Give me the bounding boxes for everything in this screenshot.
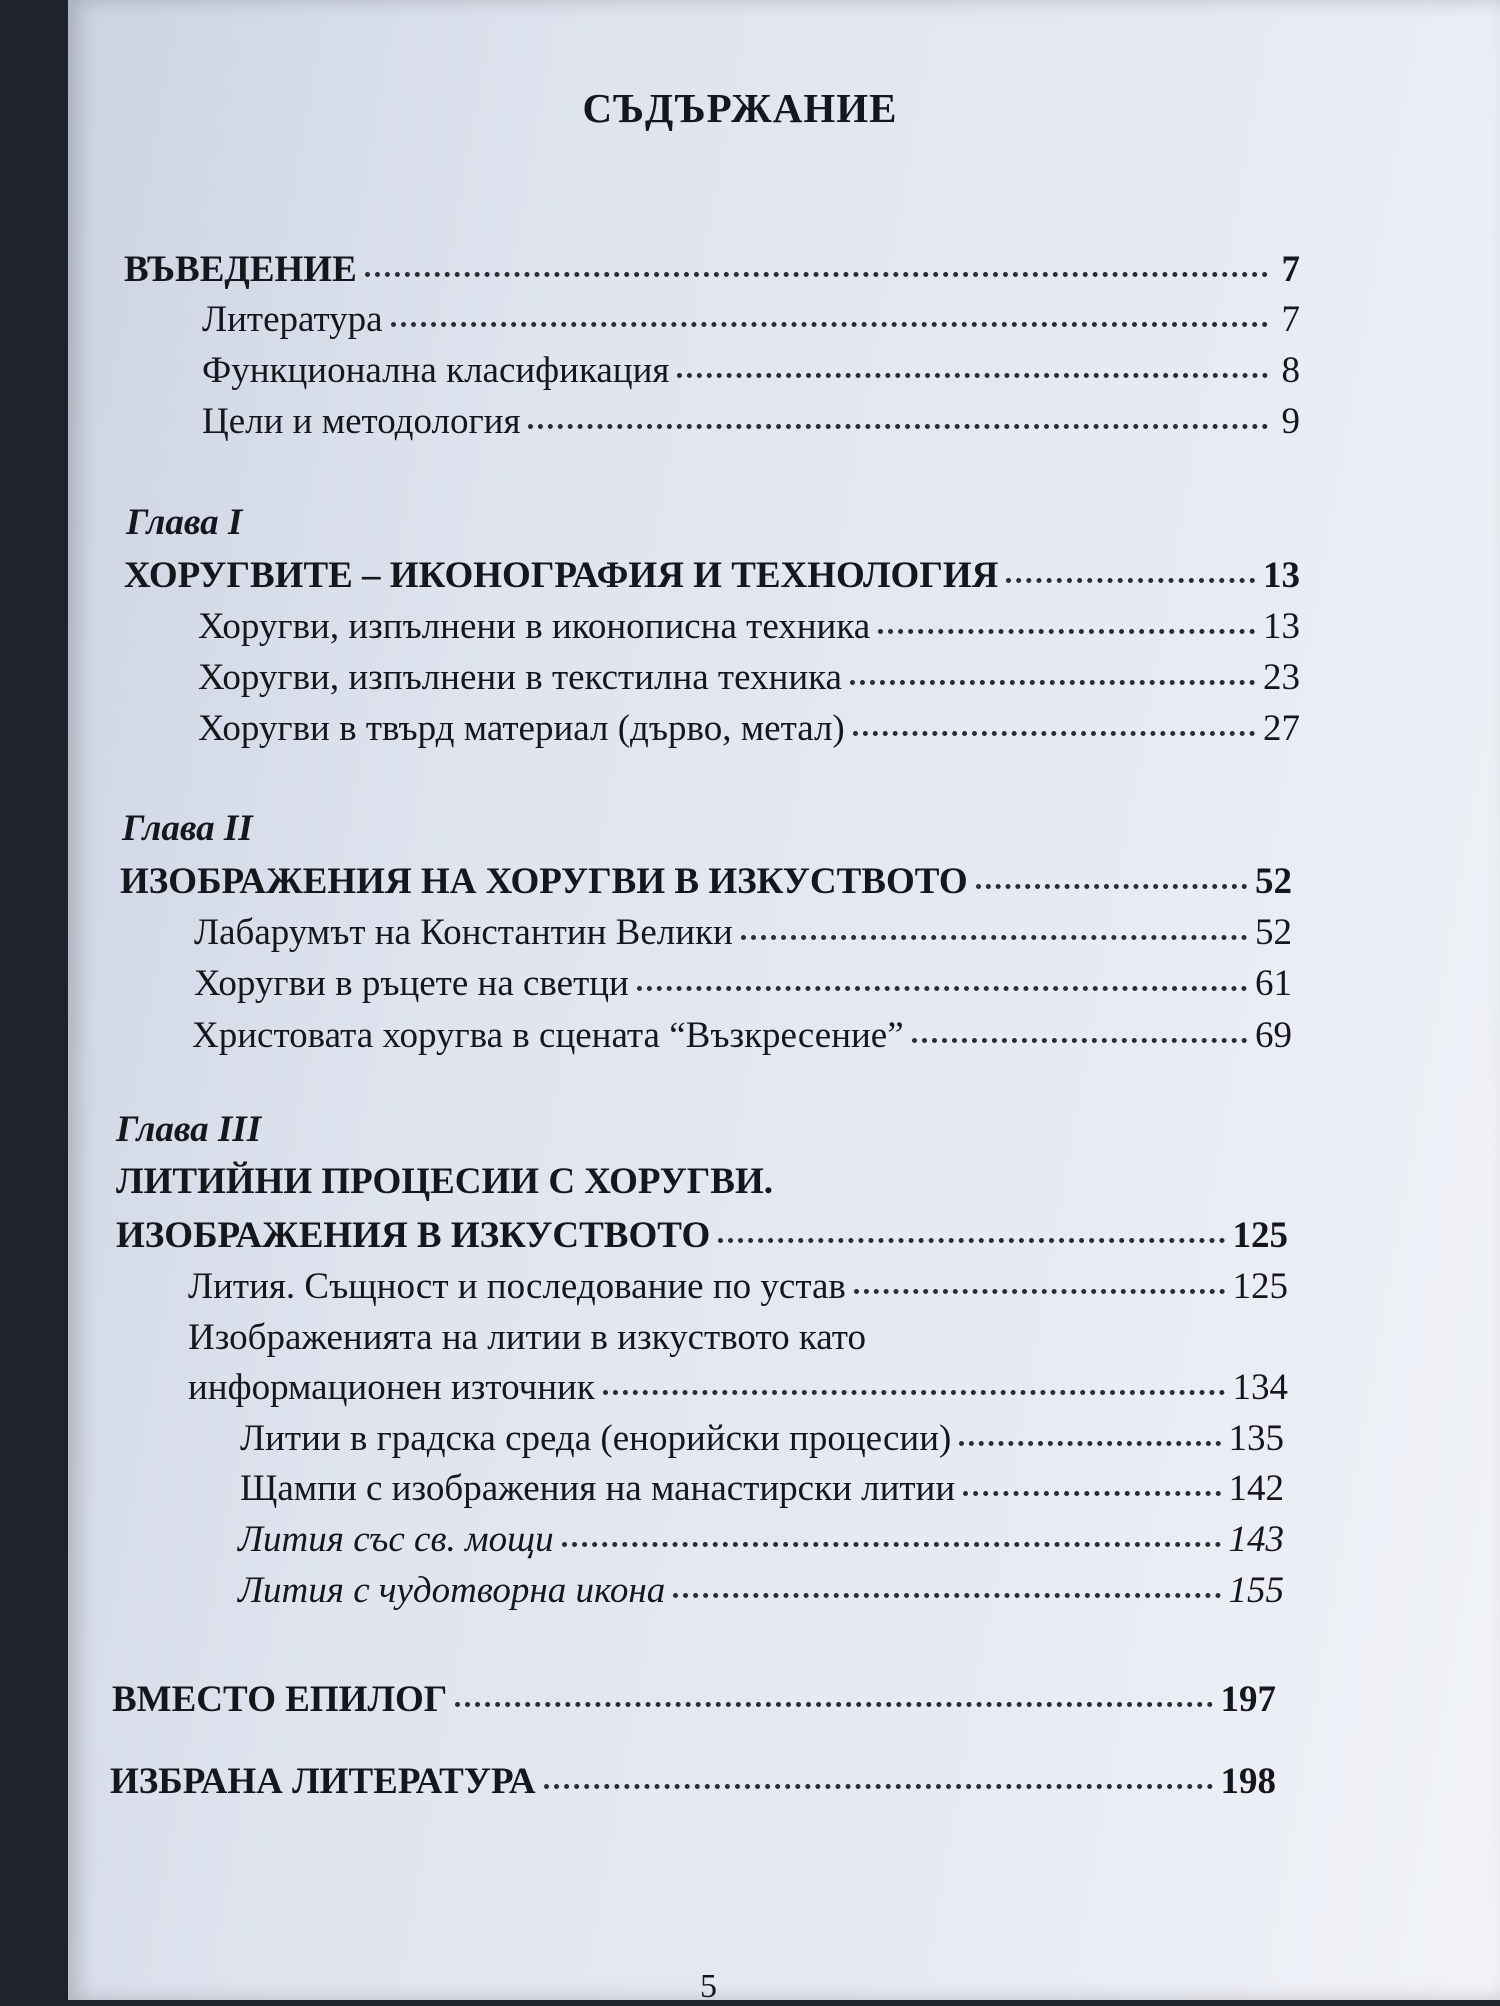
- dot-leader: [677, 373, 1268, 378]
- toc-entry-page: 155: [1228, 1570, 1284, 1611]
- toc-entry-page: 27: [1263, 708, 1300, 749]
- toc-entry-label: Хоругви, изпълнени в текстилна техника: [198, 657, 842, 698]
- toc-entry: [198, 607, 1300, 648]
- toc-entry-label: Хоругви в ръцете на светци: [194, 963, 629, 1004]
- dot-leader: [912, 1038, 1247, 1043]
- chapter-heading: Глава III: [116, 1109, 262, 1150]
- toc-entry-label: Щампи с изображения на манастирски литии: [240, 1468, 956, 1509]
- dot-leader: [673, 1593, 1220, 1598]
- toc-entry-label: ХОРУГВИТЕ – ИКОНОГРАФИЯ И ТЕХНОЛОГИЯ: [124, 555, 999, 596]
- toc-entry-label: Лития с чудотворна икона: [238, 1570, 666, 1611]
- dot-leader: [718, 1238, 1224, 1243]
- dot-leader: [963, 1491, 1220, 1496]
- toc-entry-page: 9: [1281, 401, 1300, 442]
- dot-leader: [365, 272, 1268, 277]
- toc-entry-page: 69: [1255, 1015, 1292, 1056]
- toc-entry-label: ИЗОБРАЖЕНИЯ В ИЗКУСТВОТО: [116, 1215, 711, 1256]
- toc-entry: [240, 1419, 1284, 1460]
- dot-leader: [741, 935, 1247, 940]
- toc-entry: [240, 1469, 1284, 1510]
- toc-entry-page: 13: [1263, 606, 1300, 647]
- toc-entry: [192, 1016, 1292, 1057]
- dot-leader: [544, 1784, 1213, 1789]
- dot-leader: [959, 1441, 1220, 1446]
- toc-entry-label: ИЗОБРАЖЕНИЯ НА ХОРУГВИ В ИЗКУСТВОТО: [120, 861, 968, 902]
- page-number: 5: [700, 1968, 717, 2005]
- dot-leader: [854, 1289, 1225, 1294]
- toc-entry-label: Изображенията на литии в изкуството като: [188, 1317, 866, 1358]
- dot-leader: [850, 680, 1255, 685]
- chapter-heading: Глава II: [122, 808, 253, 849]
- toc-entry: [188, 1368, 1288, 1409]
- toc-entry-page: 125: [1232, 1266, 1288, 1307]
- dot-leader: [455, 1702, 1212, 1707]
- dot-leader: [391, 322, 1268, 327]
- toc-entry: [202, 402, 1300, 443]
- toc-entry: [188, 1267, 1288, 1308]
- dot-leader: [976, 884, 1247, 889]
- dot-leader: [562, 1542, 1221, 1547]
- toc-entry-page: 143: [1228, 1519, 1284, 1560]
- toc-entry: [202, 300, 1300, 341]
- toc-entry-page: 134: [1232, 1367, 1288, 1408]
- toc-entry: [110, 1762, 1276, 1803]
- toc-entry: [120, 862, 1292, 903]
- toc-entry-label: Литии в градска среда (енорийски процесии): [240, 1418, 952, 1459]
- toc-entry: [194, 964, 1292, 1005]
- toc-entry: [116, 1216, 1288, 1257]
- dot-leader: [853, 731, 1255, 736]
- toc-entry: [124, 250, 1300, 291]
- toc-entry: [198, 658, 1300, 699]
- toc-entry-page: 125: [1232, 1215, 1288, 1256]
- dot-leader: [637, 986, 1247, 991]
- toc-entry: [198, 709, 1300, 750]
- toc-entry: [124, 556, 1300, 597]
- toc-entry-label: Цели и методология: [202, 401, 521, 442]
- toc-entry-label: Лития със св. мощи: [238, 1519, 554, 1560]
- toc-entry-label: Литература: [202, 299, 383, 340]
- toc-entry-label: Лития. Същност и последование по устав: [188, 1266, 846, 1307]
- dot-leader: [878, 629, 1255, 634]
- toc-entry-page: 197: [1220, 1679, 1276, 1720]
- toc-entry-page: 23: [1263, 657, 1300, 698]
- toc-entry-page: 135: [1228, 1418, 1284, 1459]
- toc-entry-page: 7: [1281, 299, 1300, 340]
- toc-entry-page: 7: [1281, 249, 1300, 290]
- dot-leader: [603, 1390, 1225, 1395]
- toc-entry-label: информационен източник: [188, 1367, 595, 1408]
- page-title: СЪДЪРЖАНИЕ: [582, 85, 898, 131]
- toc-entry-label: ЛИТИЙНИ ПРОЦЕСИИ С ХОРУГВИ.: [116, 1161, 774, 1202]
- toc-entry-label: ИЗБРАНА ЛИТЕРАТУРА: [110, 1761, 536, 1802]
- toc-entry-page: 198: [1220, 1761, 1276, 1802]
- toc-entry-label: ВЪВЕДЕНИЕ: [124, 249, 357, 290]
- toc-entry-page: 142: [1228, 1468, 1284, 1509]
- chapter-heading: Глава I: [126, 502, 243, 543]
- dot-leader: [528, 424, 1268, 429]
- toc-entry: [194, 913, 1292, 954]
- toc-entry-label: Христовата хоругва в сцената “Възкресение”: [192, 1015, 904, 1056]
- toc-entry-label: ВМЕСТО ЕПИЛОГ: [112, 1679, 448, 1720]
- toc-entry: [238, 1571, 1284, 1612]
- toc-entry-label: Функционална класификация: [202, 350, 670, 391]
- dot-leader: [1006, 578, 1255, 583]
- toc-entry: [112, 1680, 1276, 1721]
- toc-entry-label: Лабарумът на Константин Велики: [194, 912, 733, 953]
- toc-entry-label: Хоругви, изпълнени в иконописна техника: [198, 606, 871, 647]
- toc-entry-page: 61: [1255, 963, 1292, 1004]
- toc-entry: [238, 1520, 1284, 1561]
- toc-entry-page: 13: [1263, 555, 1300, 596]
- toc-entry-page: 52: [1255, 861, 1292, 902]
- toc-entry-label: Хоругви в твърд материал (дърво, метал): [198, 708, 845, 749]
- toc-entry-page: 52: [1255, 912, 1292, 953]
- toc-entry-page: 8: [1281, 350, 1300, 391]
- toc-entry: [202, 351, 1300, 392]
